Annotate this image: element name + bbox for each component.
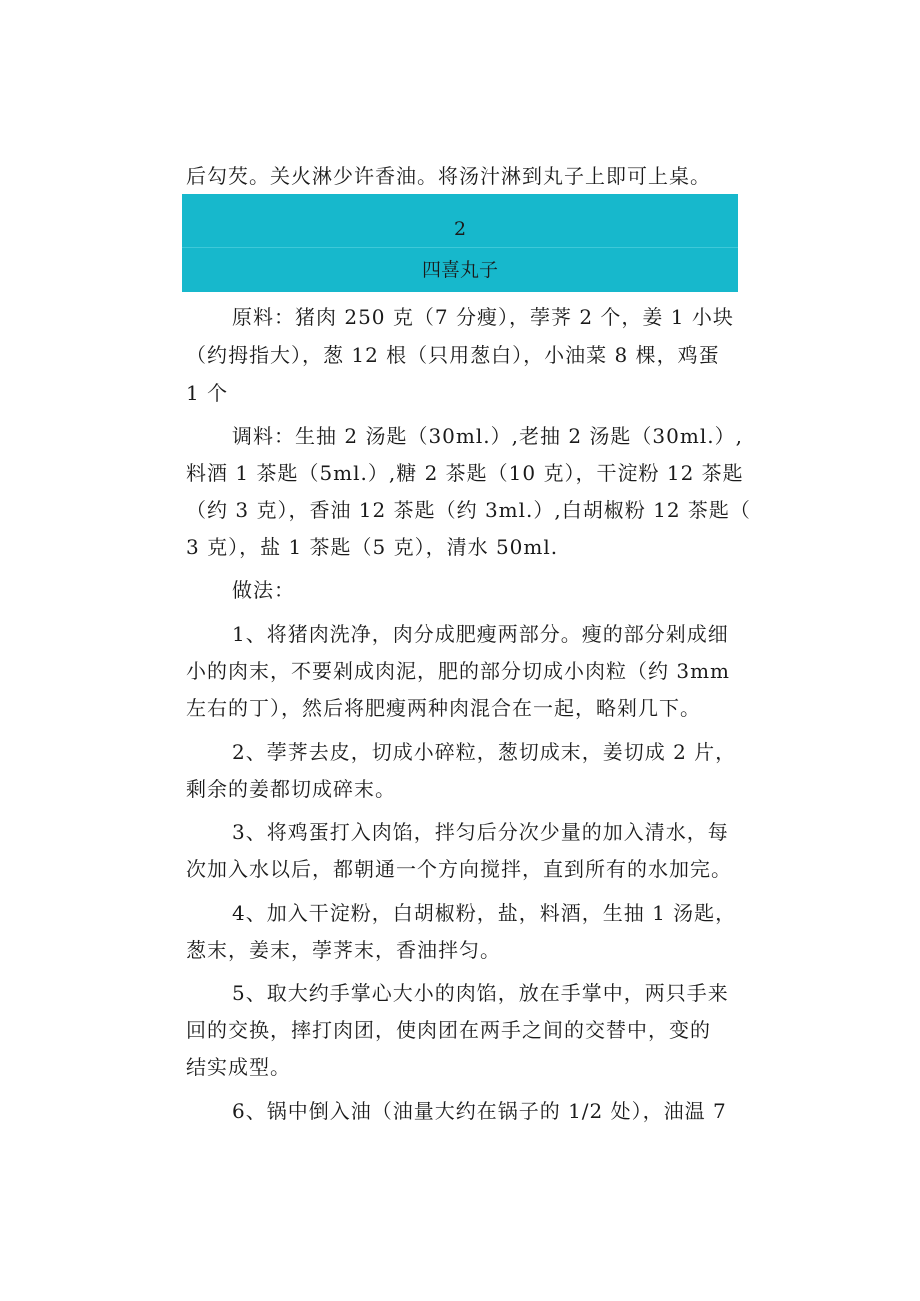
step-line: 次加入水以后，都朝通一个方向搅拌，直到所有的水加完。 xyxy=(186,857,732,881)
step-line: 5、取大约手掌心大小的肉馅，放在手掌中，两只手来 xyxy=(232,981,729,1005)
seasonings-line: 3 克），盐 1 茶匙（5 克），清水 50ml. xyxy=(186,535,559,559)
ingredients-line: 原料：猪肉 250 克（7 分瘦），荸荠 2 个，姜 1 小块 xyxy=(232,305,734,329)
step-line: 葱末，姜末，荸荠末，香油拌匀。 xyxy=(186,938,501,962)
recipe-number-band xyxy=(182,194,738,247)
seasonings-line: 调料：生抽 2 汤匙（30ml.）,老抽 2 汤匙（30ml.）, xyxy=(232,424,743,448)
step-line: 结实成型。 xyxy=(186,1055,291,1079)
step-line: 剩余的姜都切成碎末。 xyxy=(186,777,396,801)
recipe-title-band xyxy=(182,248,738,292)
step-line: 4、加入干淀粉，白胡椒粉，盐，料酒，生抽 1 汤匙， xyxy=(232,901,737,925)
ingredients-line: （约拇指大），葱 12 根（只用葱白），小油菜 8 棵，鸡蛋 xyxy=(186,343,720,367)
seasonings-line: （约 3 克），香油 12 茶匙（约 3ml.）,白胡椒粉 12 茶匙（ xyxy=(186,498,751,522)
recipe-title: 四喜丸子 xyxy=(421,259,498,281)
step-line: 左右的丁），然后将肥瘦两种肉混合在一起，略剁几下。 xyxy=(186,696,701,720)
method-heading: 做法： xyxy=(232,578,295,602)
step-line: 3、将鸡蛋打入肉馅，拌匀后分次少量的加入清水，每 xyxy=(232,820,729,844)
step-line: 1、将猪肉洗净，肉分成肥瘦两部分。瘦的部分剁成细 xyxy=(232,622,729,646)
step-line: 2、荸荠去皮，切成小碎粒，葱切成末，姜切成 2 片， xyxy=(232,740,737,764)
recipe-number: 2 xyxy=(453,218,467,240)
ingredients-line: 1 个 xyxy=(186,381,229,405)
step-line: 回的交换，摔打肉团，使肉团在两手之间的交替中，变的 xyxy=(186,1018,711,1042)
seasonings-line: 料酒 1 茶匙（5ml.）,糖 2 茶匙（10 克），干淀粉 12 茶匙 xyxy=(186,461,744,485)
step-line: 小的肉末，不要剁成肉泥，肥的部分切成小肉粒（约 3mm xyxy=(186,659,731,683)
step-line: 6、锅中倒入油（油量大约在锅子的 1/2 处），油温 7 xyxy=(232,1099,727,1123)
previous-recipe-tail: 后勾芡。关火淋少许香油。将汤汁淋到丸子上即可上桌。 xyxy=(186,164,711,188)
